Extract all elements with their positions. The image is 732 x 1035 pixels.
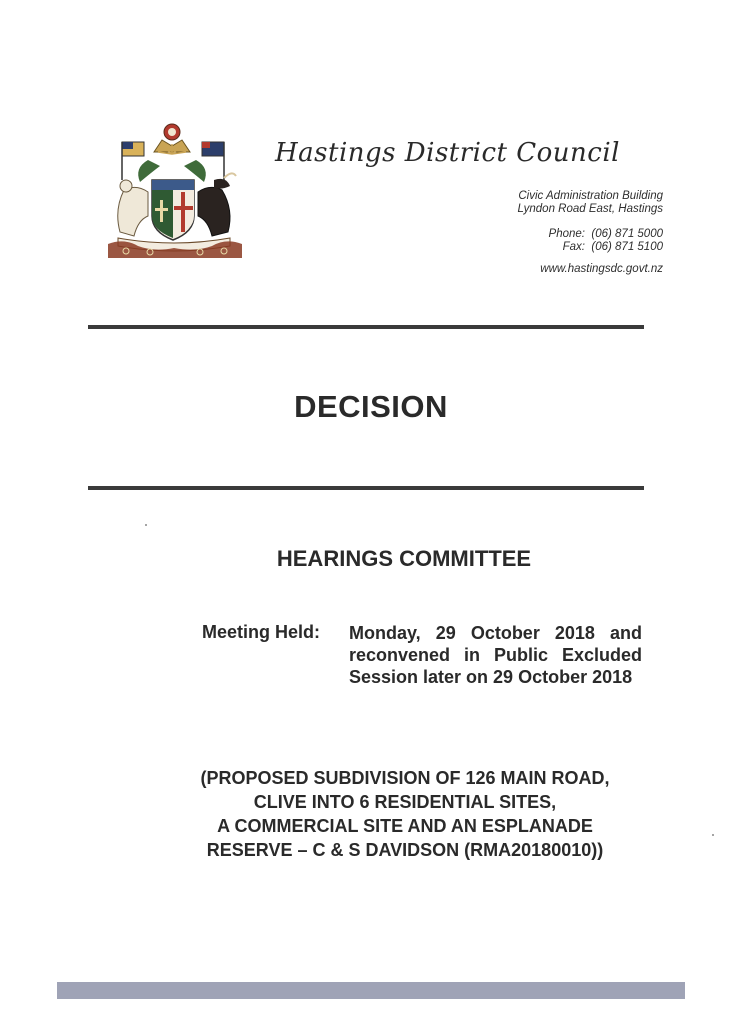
address-line: Lyndon Road East, Hastings bbox=[517, 203, 663, 215]
subject-line: RESERVE – C & S DAVIDSON (RMA20180010)) bbox=[206, 840, 604, 860]
subject-line: CLIVE INTO 6 RESIDENTIAL SITES, bbox=[253, 792, 557, 812]
council-address bbox=[517, 190, 663, 216]
address-line: Civic Administration Building bbox=[518, 190, 663, 202]
fax-number: Fax: (06) 871 5100 bbox=[562, 241, 663, 253]
scan-speck bbox=[145, 524, 147, 526]
footer-bar bbox=[57, 982, 685, 999]
council-website: www.hastingsdc.govt.nz bbox=[540, 263, 663, 275]
subject-line: A COMMERCIAL SITE AND AN ESPLANADE bbox=[217, 816, 593, 836]
scan-speck bbox=[712, 834, 714, 836]
meeting-held-value: Monday, 29 October 2018 and reconvened in Public Excluded Session later on 29 October 2018 bbox=[349, 623, 642, 687]
subject-line: (PROPOSED SUBDIVISION OF 126 MAIN ROAD, bbox=[200, 768, 610, 788]
document-title: DECISION bbox=[294, 389, 448, 424]
council-crest-logo bbox=[104, 120, 246, 260]
council-contact bbox=[549, 228, 663, 254]
council-name: Hastings District Council bbox=[275, 138, 620, 168]
phone-number: Phone: (06) 871 5000 bbox=[548, 228, 663, 240]
committee-heading: HEARINGS COMMITTEE bbox=[276, 546, 532, 571]
bottom-divider-rule bbox=[88, 486, 644, 490]
meeting-held-label: Meeting Held: bbox=[202, 622, 321, 642]
top-divider-rule bbox=[88, 325, 644, 329]
decision-subject bbox=[150, 766, 660, 862]
